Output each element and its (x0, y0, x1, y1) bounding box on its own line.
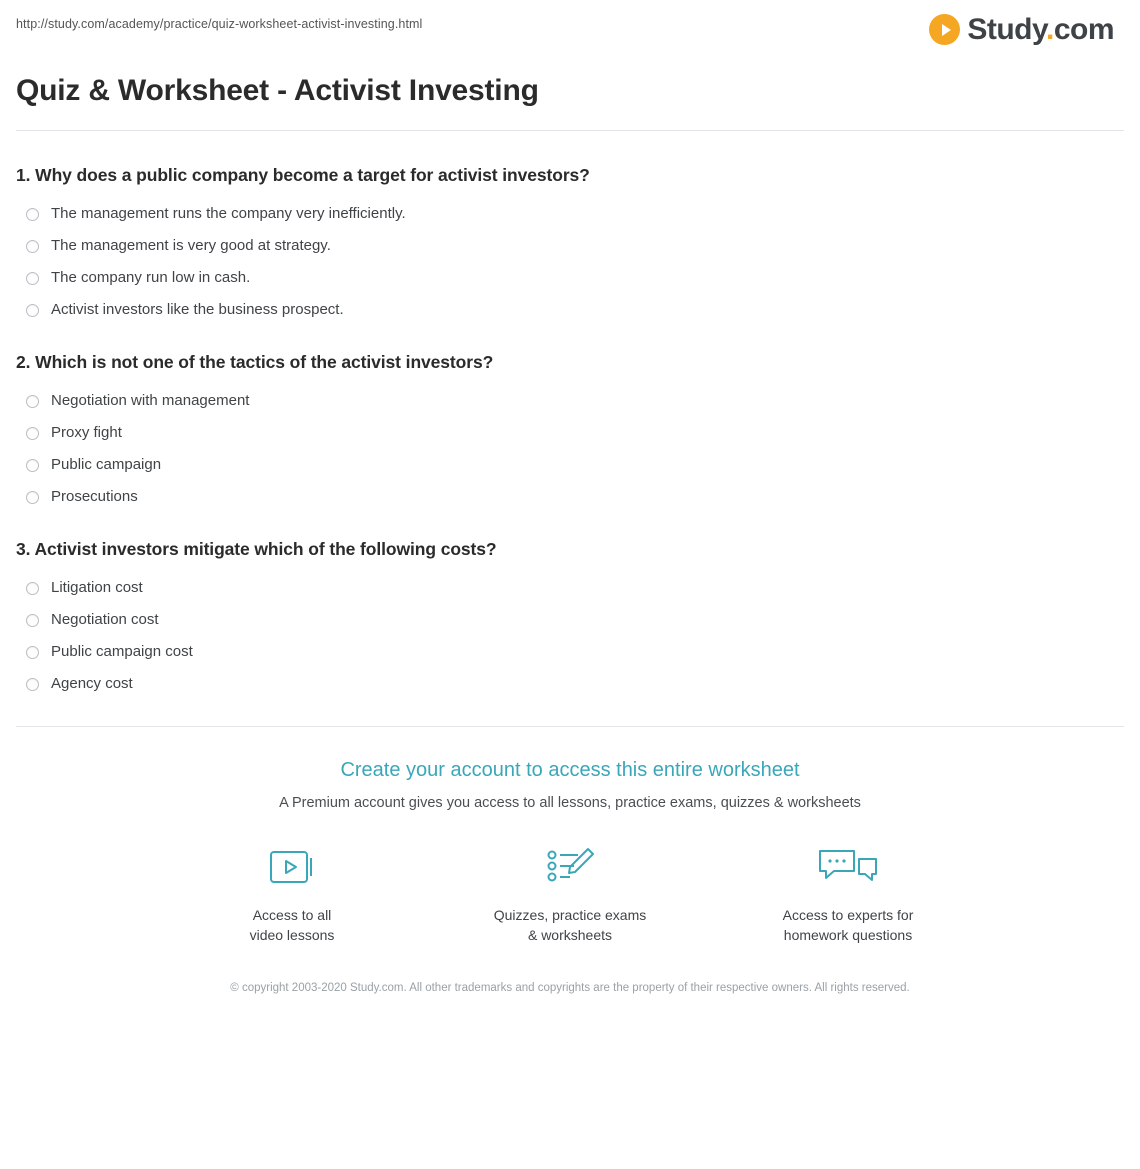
answer-choice[interactable] (16, 572, 1124, 604)
answer-choice[interactable] (16, 449, 1124, 481)
page-title: Quiz & Worksheet - Activist Investing (16, 74, 539, 107)
answer-choice[interactable] (16, 604, 1124, 636)
answer-choice[interactable] (16, 294, 1124, 326)
answer-choice-label: The management runs the company very inefficiently. (51, 205, 406, 222)
answer-choice[interactable] (16, 230, 1124, 262)
answer-choice-label: Negotiation cost (51, 611, 159, 628)
feature-item (763, 841, 933, 946)
answer-choice-label: Litigation cost (51, 579, 143, 596)
answer-choice-label: Negotiation with management (51, 392, 250, 409)
video-lesson-icon (207, 841, 377, 893)
radio-button-icon[interactable] (26, 582, 39, 595)
question-block (16, 165, 1124, 326)
question-text: 1. Why does a public company become a target for activist investors? (16, 165, 590, 185)
radio-button-icon[interactable] (26, 614, 39, 627)
feature-label-line1: Quizzes, practice exams (493, 907, 647, 923)
answer-choice-label: Prosecutions (51, 488, 138, 505)
page-url: http://study.com/academy/practice/quiz-worksheet-activist-investing.html (16, 17, 423, 31)
logo-name: Study (967, 12, 1046, 46)
feature-label-line1: Access to all (252, 907, 332, 923)
feature-label-line1: Access to experts for (782, 907, 914, 923)
answer-choice[interactable] (16, 636, 1124, 668)
chat-experts-icon (763, 841, 933, 893)
study-com-logo[interactable] (929, 14, 1124, 45)
feature-label (207, 905, 377, 946)
answer-choice[interactable] (16, 668, 1124, 700)
answer-choice[interactable] (16, 385, 1124, 417)
answer-choice[interactable] (16, 262, 1124, 294)
answer-choice-label: Agency cost (51, 675, 133, 692)
feature-item (485, 841, 655, 946)
answer-choice-label: Public campaign cost (51, 643, 193, 660)
play-circle-icon (929, 14, 960, 45)
promo-features (16, 841, 1124, 946)
radio-button-icon[interactable] (26, 240, 39, 253)
radio-button-icon[interactable] (26, 491, 39, 504)
radio-button-icon[interactable] (26, 427, 39, 440)
radio-button-icon[interactable] (26, 646, 39, 659)
feature-item (207, 841, 377, 946)
answer-choice[interactable] (16, 417, 1124, 449)
logo-suffix: com (1053, 12, 1114, 46)
promo-subtitle: A Premium account gives you access to all lessons, practice exams, quizzes & worksheets (279, 795, 861, 811)
answer-choice-label: Proxy fight (51, 424, 122, 441)
questions-list (16, 131, 1124, 700)
create-account-link[interactable]: Create your account to access this entire worksheet (340, 759, 800, 781)
answer-choice-label: Public campaign (51, 456, 162, 473)
logo-dot: . (1045, 12, 1054, 46)
answer-choice-label: The management is very good at strategy. (51, 237, 331, 254)
question-block (16, 352, 1124, 513)
answer-choice-label: Activist investors like the business prospect. (51, 301, 344, 318)
feature-label-line2: video lessons (249, 927, 335, 944)
page-header (16, 0, 1124, 52)
promo-section (16, 726, 1124, 1013)
radio-button-icon[interactable] (26, 459, 39, 472)
question-text: 2. Which is not one of the tactics of the activist investors? (16, 352, 494, 372)
feature-label (763, 905, 933, 946)
answer-choice-label: The company run low in cash. (51, 269, 251, 286)
radio-button-icon[interactable] (26, 304, 39, 317)
copyright-text: © copyright 2003-2020 Study.com. All other trademarks and copyrights are the property of their respective owners. All rights reserved. (230, 981, 910, 994)
answer-choice[interactable] (16, 481, 1124, 513)
logo-wordmark (967, 12, 1114, 46)
radio-button-icon[interactable] (26, 395, 39, 408)
quiz-list-icon (485, 841, 655, 893)
radio-button-icon[interactable] (26, 208, 39, 221)
question-text: 3. Activist investors mitigate which of the following costs? (16, 539, 497, 559)
feature-label-line2: homework questions (783, 927, 913, 944)
radio-button-icon[interactable] (26, 272, 39, 285)
feature-label (485, 905, 655, 946)
question-block (16, 539, 1124, 700)
radio-button-icon[interactable] (26, 678, 39, 691)
answer-choice[interactable] (16, 198, 1124, 230)
feature-label-line2: & worksheets (527, 927, 613, 944)
